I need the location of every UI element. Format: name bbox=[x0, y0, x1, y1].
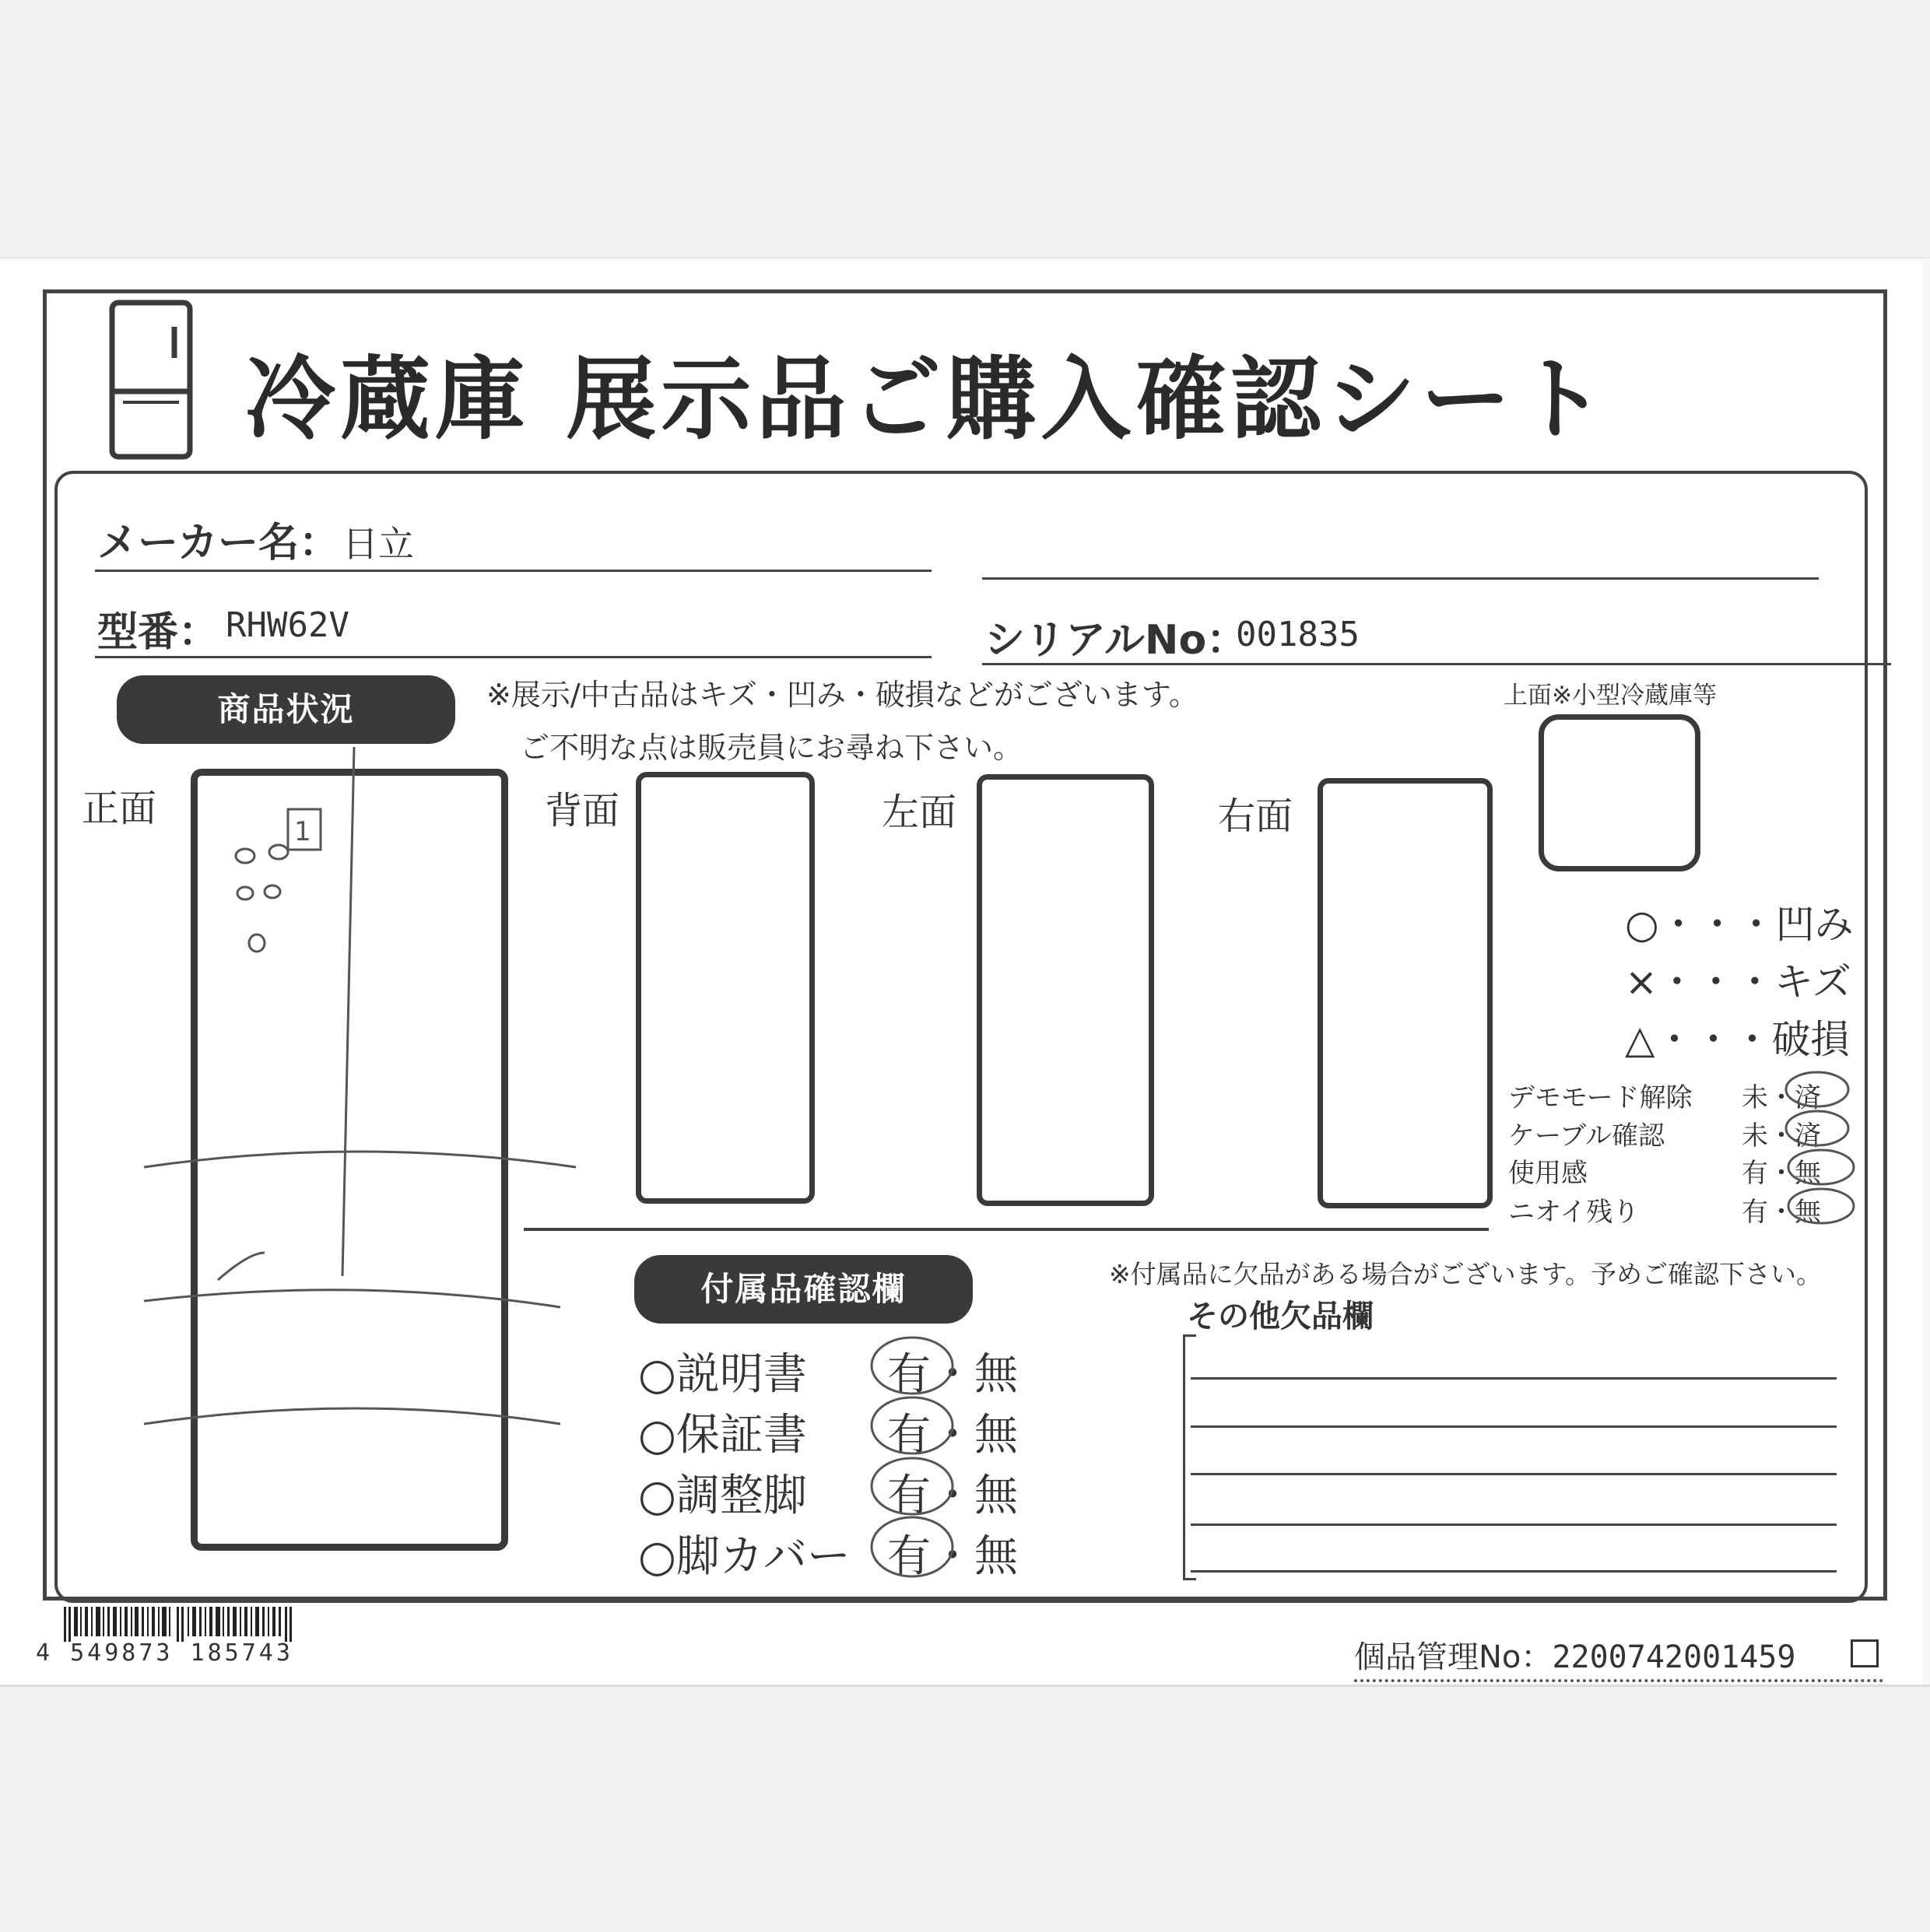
right-view-box bbox=[1318, 778, 1493, 1208]
maker-underline bbox=[95, 570, 932, 572]
accessory-feet-cover-options: 有・無 bbox=[887, 1531, 1018, 1582]
legend-damage bbox=[1625, 1008, 1849, 1064]
control-number bbox=[1354, 1632, 1795, 1677]
barcode bbox=[64, 1607, 305, 1642]
serial-value: 001835 bbox=[1236, 615, 1360, 654]
check-wear bbox=[1508, 1152, 1821, 1190]
other-missing-bracket bbox=[1183, 1334, 1196, 1580]
front-view-label: 正面 bbox=[82, 787, 157, 830]
accessory-adjust-feet-label: ○調整脚 bbox=[638, 1471, 807, 1521]
accessory-warranty-label: ○保証書 bbox=[638, 1410, 807, 1460]
legend-dent-symbol: ○ bbox=[1625, 902, 1659, 947]
back-view-box bbox=[636, 772, 815, 1204]
accessory-warranty bbox=[638, 1401, 1018, 1463]
right-view-label: 右面 bbox=[1218, 794, 1293, 838]
check-wear-options: 有・無 bbox=[1742, 1158, 1821, 1189]
check-cable bbox=[1508, 1114, 1821, 1152]
top-view-box bbox=[1539, 714, 1700, 871]
legend-dent-meaning: 凹み bbox=[1775, 902, 1854, 947]
accessories-heading: 付属品確認欄 bbox=[634, 1255, 973, 1324]
serial-underline bbox=[982, 663, 1891, 665]
control-number-label: 個品管理No： bbox=[1354, 1639, 1553, 1675]
scan-background-bottom bbox=[0, 1685, 1930, 1932]
legend-dent bbox=[1625, 893, 1854, 949]
accessory-manual-options: 有・無 bbox=[887, 1349, 1018, 1400]
scan-background-top bbox=[0, 0, 1930, 258]
model-label: 型番： bbox=[97, 609, 219, 656]
fridge-icon bbox=[109, 300, 195, 463]
check-odor-label: ニオイ残り bbox=[1508, 1197, 1640, 1228]
legend-scratch-symbol: × bbox=[1625, 959, 1658, 1005]
check-demo-mode bbox=[1508, 1076, 1821, 1114]
accessory-manual bbox=[638, 1340, 1018, 1402]
legend-scratch-dots: ・・・ bbox=[1657, 959, 1774, 1005]
accessory-adjust-feet bbox=[638, 1461, 1018, 1524]
accessories-note: ※付属品に欠品がある場合がございます。予めご確認下さい。 bbox=[1109, 1259, 1823, 1289]
check-odor bbox=[1508, 1190, 1821, 1229]
maker-value: 日立 bbox=[342, 523, 414, 565]
legend-damage-symbol: △ bbox=[1625, 1017, 1655, 1062]
condition-heading: 商品状況 bbox=[117, 675, 455, 744]
legend-scratch bbox=[1625, 951, 1851, 1007]
serial-label: シリアルNo： bbox=[984, 617, 1247, 664]
model-value: RHW62V bbox=[226, 605, 349, 645]
left-view-label: 左面 bbox=[882, 791, 957, 834]
other-missing-line bbox=[1191, 1570, 1837, 1573]
model-underline bbox=[95, 656, 932, 658]
front-view-box bbox=[191, 769, 508, 1551]
top-view-note: ※小型冷蔵庫等 bbox=[1552, 682, 1717, 710]
legend-dent-dots: ・・・ bbox=[1658, 902, 1776, 947]
condition-note-line2: ご不明な点は販売員にお尋ね下さい。 bbox=[520, 731, 1023, 765]
accessory-feet-cover-label: ○脚カバー bbox=[638, 1531, 851, 1582]
check-demo-mode-options: 未・済 bbox=[1742, 1082, 1821, 1113]
control-number-value: 2200742001459 bbox=[1552, 1639, 1796, 1675]
legend-damage-dots: ・・・ bbox=[1655, 1017, 1772, 1062]
other-missing-line bbox=[1191, 1425, 1837, 1428]
barcode-number: 4 549873 185743 bbox=[36, 1639, 293, 1667]
check-demo-mode-label: デモモード解除 bbox=[1508, 1082, 1693, 1113]
left-view-box bbox=[977, 774, 1154, 1206]
accessory-adjust-feet-options: 有・無 bbox=[887, 1471, 1018, 1521]
legend-damage-meaning: 破損 bbox=[1771, 1017, 1850, 1062]
top-view-caption bbox=[1504, 675, 1717, 710]
other-missing-line bbox=[1191, 1377, 1837, 1380]
other-missing-line bbox=[1191, 1473, 1837, 1475]
other-missing-line bbox=[1191, 1524, 1837, 1526]
front-mark-label: 1 bbox=[294, 816, 311, 847]
accessory-warranty-options: 有・無 bbox=[887, 1410, 1018, 1460]
top-view-label: 上面 bbox=[1504, 682, 1552, 710]
maker-label: メーカー名： bbox=[97, 520, 339, 566]
check-cable-options: 未・済 bbox=[1742, 1120, 1821, 1152]
accessory-feet-cover bbox=[638, 1522, 1018, 1584]
legend-scratch-meaning: キズ bbox=[1774, 959, 1851, 1005]
other-missing-heading: その他欠品欄 bbox=[1187, 1299, 1374, 1334]
check-odor-options: 有・無 bbox=[1742, 1197, 1821, 1228]
page-title: 冷蔵庫 展示品ご購入確認シート bbox=[245, 347, 1611, 452]
accessory-manual-label: ○説明書 bbox=[638, 1349, 807, 1400]
back-view-label: 背面 bbox=[545, 789, 620, 833]
blank-underline bbox=[982, 577, 1819, 580]
check-cable-label: ケーブル確認 bbox=[1508, 1120, 1665, 1152]
condition-note-line1: ※展示/中古品はキズ・凹み・破損などがございます。 bbox=[486, 678, 1198, 712]
control-checkbox[interactable] bbox=[1851, 1639, 1879, 1667]
check-wear-label: 使用感 bbox=[1508, 1158, 1588, 1189]
section-divider bbox=[524, 1228, 1489, 1231]
dotted-rule bbox=[1354, 1679, 1883, 1682]
